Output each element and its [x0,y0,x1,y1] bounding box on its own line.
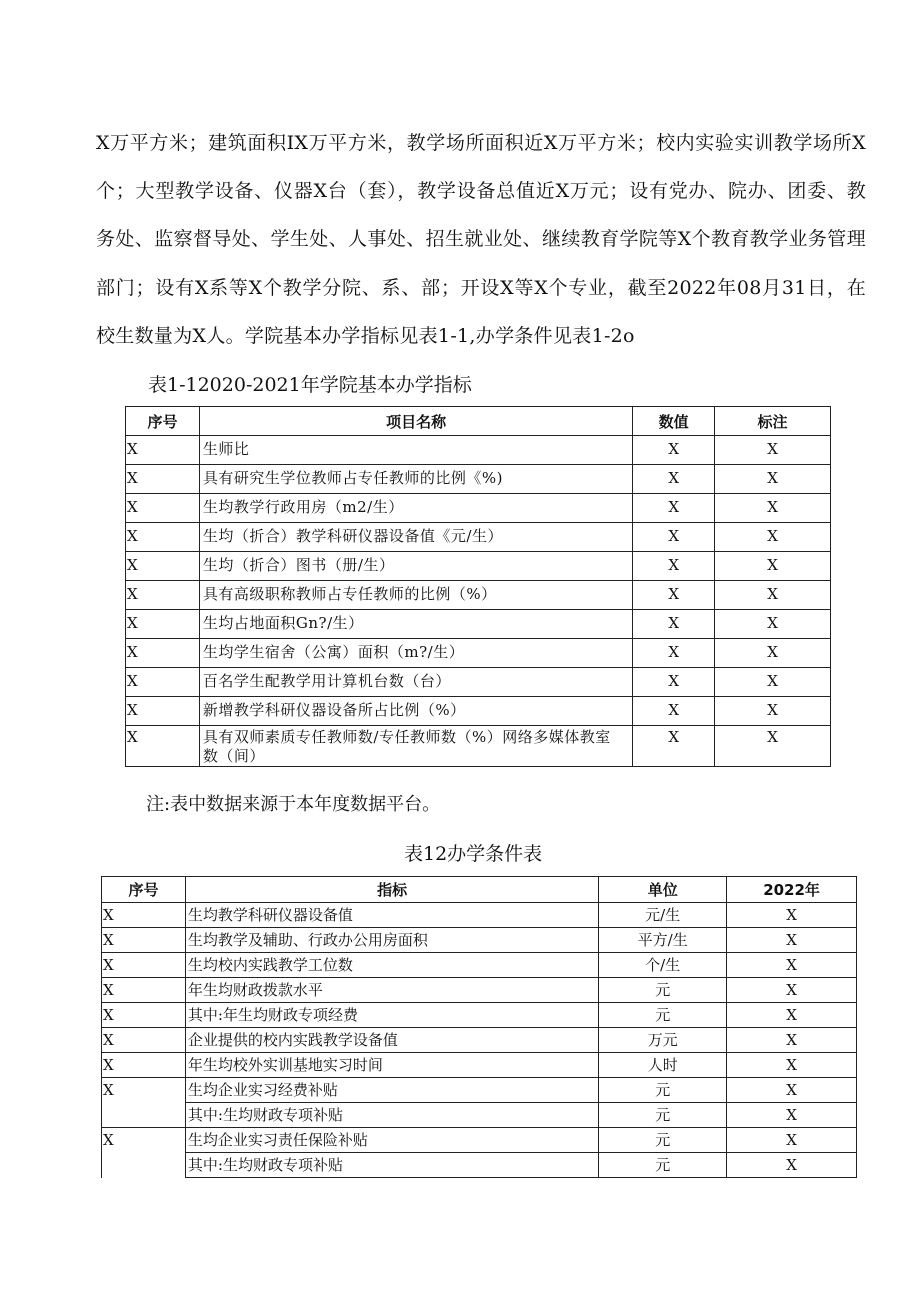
cell-unit: 个/生 [599,953,727,978]
cell-note: X [715,610,831,639]
cell-note: X [715,639,831,668]
cell-value: X [633,436,715,465]
cell-value: X [633,639,715,668]
cell-year-value: X [727,1128,857,1153]
cell-note: X [715,552,831,581]
cell-value: X [633,494,715,523]
cell-value: X [633,726,715,767]
table-row [126,552,831,581]
cell-year-value: X [727,1028,857,1053]
cell-indicator: 其中:年生均财政专项经费 [185,1003,598,1028]
cell-unit: 元 [599,1003,727,1028]
cell-index: X [102,1028,186,1053]
cell-index: X [126,436,200,465]
cell-indicator: 年生均校外实训基地实习时间 [185,1053,598,1078]
cell-year-value: X [727,928,857,953]
cell-value: X [633,697,715,726]
table-row [102,1003,857,1028]
cell-note: X [715,523,831,552]
cell-item: 生均占地面积Gn?/生） [199,610,632,639]
cell-item: 生均（折合）教学科研仪器设备值《元/生） [199,523,632,552]
col-header-index: 序号 [126,407,200,436]
cell-year-value: X [727,903,857,928]
table1-caption: 表1-12020-2021年学院基本办学指标 [148,374,472,396]
table-row [102,928,857,953]
cell-note: X [715,581,831,610]
table-row [126,436,831,465]
cell-year-value: X [727,1003,857,1028]
table-row [126,523,831,552]
cell-unit: 人时 [599,1053,727,1078]
cell-value: X [633,465,715,494]
table-row [126,494,831,523]
cell-index: X [102,978,186,1003]
col-header-value: 数值 [633,407,715,436]
table-row [126,610,831,639]
cell-index: X [126,726,200,767]
table-row [126,581,831,610]
table-header-row [102,877,857,903]
cell-item: 具有双师素质专任教师数/专任教师数（%）网络多媒体教室数（间） [199,726,632,767]
cell-index: X [126,697,200,726]
cell-indicator: 年生均财政拨款水平 [185,978,598,1003]
cell-unit: 元 [599,1128,727,1153]
cell-year-value: X [727,1078,857,1103]
cell-index: X [126,581,200,610]
table-row [102,1053,857,1078]
cell-index: X [126,610,200,639]
table-header-row [126,407,831,436]
cell-index: X [102,928,186,953]
table-row [102,1128,857,1153]
table-row [102,1078,857,1103]
cell-unit: 元 [599,978,727,1003]
table-row [126,726,831,767]
cell-unit: 元 [599,1103,727,1128]
cell-item: 百名学生配教学用计算机台数（台） [199,668,632,697]
cell-item: 具有研究生学位教师占专任教师的比例《%) [199,465,632,494]
cell-year-value: X [727,1103,857,1128]
cell-unit: 平方/生 [599,928,727,953]
cell-year-value: X [727,953,857,978]
cell-index: X [126,639,200,668]
table-row [126,697,831,726]
cell-unit: 元 [599,1153,727,1178]
cell-note: X [715,465,831,494]
cell-index: X [126,494,200,523]
cell-value: X [633,610,715,639]
cell-year-value: X [727,1153,857,1178]
col-header-index: 序号 [102,877,186,903]
table-note: 注:表中数据来源于本年度数据平台。 [146,794,441,815]
cell-index [102,1103,186,1128]
col-header-note: 标注 [715,407,831,436]
cell-indicator: 生均教学科研仪器设备值 [185,903,598,928]
cell-value: X [633,552,715,581]
cell-note: X [715,697,831,726]
table-row [102,1153,857,1178]
cell-unit: 元/生 [599,903,727,928]
table-row [126,668,831,697]
cell-note: X [715,436,831,465]
cell-index: X [102,1053,186,1078]
cell-index: X [102,1078,186,1103]
cell-index: X [102,1003,186,1028]
col-header-item: 项目名称 [199,407,632,436]
cell-unit: 元 [599,1078,727,1103]
cell-index: X [126,523,200,552]
cell-index: X [102,903,186,928]
cell-item: 新增教学科研仪器设备所占比例（%） [199,697,632,726]
cell-indicator: 其中:生均财政专项补贴 [185,1153,598,1178]
cell-item: 生师比 [199,436,632,465]
cell-index: X [126,465,200,494]
cell-value: X [633,581,715,610]
cell-year-value: X [727,978,857,1003]
body-paragraph: X万平方米；建筑面积IX万平方米，教学场所面积近X万平方米；校内实验实训教学场所X个；大型教学设备、仪器X台（套），教学设备总值近X万元；设有党办、院办、团委、教务处、监察督导处、学生处、人事处、招生就业处、继续教育学院等X个教育教学业务管理部门；设有X系等X个教学分院、系、部；开设X等X个专业，截至2022年08月31日，在校生数量为X人。学院基本办学指标见表1-1,办学条件见表1-2o [96,132,866,347]
cell-indicator: 生均企业实习责任保险补贴 [185,1128,598,1153]
cell-indicator: 企业提供的校内实践教学设备值 [185,1028,598,1053]
conditions-table [101,876,857,1178]
cell-index: X [126,552,200,581]
cell-indicator: 其中:生均财政专项补贴 [185,1103,598,1128]
col-header-unit: 单位 [599,877,727,903]
table2-caption: 表12办学条件表 [404,843,543,865]
cell-item: 生均学生宿舍（公寓）面积（m?/生） [199,639,632,668]
cell-value: X [633,523,715,552]
cell-item: 生均教学行政用房（m2/生） [199,494,632,523]
cell-indicator: 生均校内实践教学工位数 [185,953,598,978]
table-row [102,1028,857,1053]
table-row [102,903,857,928]
table-row [126,639,831,668]
cell-index: X [126,668,200,697]
cell-index: X [102,1128,186,1153]
basic-indicators-table [125,406,831,767]
cell-indicator: 生均教学及辅助、行政办公用房面积 [185,928,598,953]
col-header-year: 2022年 [727,877,857,903]
cell-index [102,1153,186,1178]
table-row [102,1103,857,1128]
cell-value: X [633,668,715,697]
cell-year-value: X [727,1053,857,1078]
cell-note: X [715,726,831,767]
table-row [102,978,857,1003]
table-row [102,953,857,978]
cell-index: X [102,953,186,978]
cell-unit: 万元 [599,1028,727,1053]
cell-indicator: 生均企业实习经费补贴 [185,1078,598,1103]
cell-note: X [715,494,831,523]
table-row [126,465,831,494]
cell-item: 生均（折合）图书（册/生） [199,552,632,581]
cell-note: X [715,668,831,697]
cell-item: 具有高级职称教师占专任教师的比例（%） [199,581,632,610]
col-header-indicator: 指标 [185,877,598,903]
